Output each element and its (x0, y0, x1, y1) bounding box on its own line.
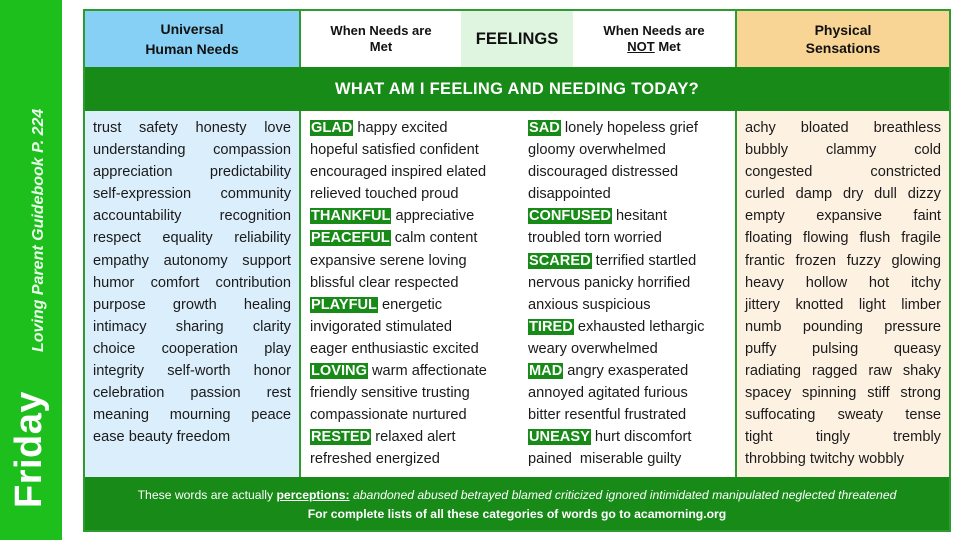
word: strong (900, 385, 941, 402)
word: dizzy (907, 186, 941, 203)
feeling-words: disappointed (528, 186, 611, 203)
word: rest (266, 385, 291, 402)
word: empathy (93, 252, 149, 269)
word: pressure (884, 318, 941, 335)
word: damp (795, 186, 833, 203)
feeling-line (310, 360, 511, 382)
word: suffocating (745, 407, 816, 424)
word: accountability (93, 208, 182, 225)
feeling-words: anxious suspicious (528, 296, 651, 313)
sensation-line (745, 360, 941, 382)
word: safety (138, 120, 178, 136)
word: celebration (93, 385, 165, 402)
feeling-line (528, 426, 727, 448)
footer-reference-line: For complete lists of all these categories of words go to acamorning.org (307, 507, 727, 521)
feeling-words: angry exasperated (563, 363, 689, 380)
sensation-line (745, 250, 941, 272)
feeling-words: troubled torn worried (528, 230, 662, 247)
word: breathless (873, 120, 941, 136)
word: dull (874, 186, 897, 203)
needs-column (85, 111, 301, 477)
word: support (242, 252, 291, 269)
word: spacey (745, 385, 792, 402)
word: stiff (867, 385, 890, 402)
feeling-words: annoyed agitated furious (528, 385, 688, 402)
feeling-line (528, 448, 727, 470)
word: flush (859, 230, 891, 247)
feeling-line (310, 294, 511, 316)
feeling-line (528, 205, 727, 227)
sensation-line (745, 272, 941, 294)
word: raw (868, 363, 892, 380)
feeling-words: hesitant (611, 208, 668, 225)
sensation-line (745, 205, 941, 227)
day-sidebar (0, 0, 62, 540)
word: flowing (803, 230, 849, 247)
sensation-line (745, 316, 941, 338)
feeling-words: energetic (377, 296, 443, 313)
sensation-line (745, 448, 941, 470)
word: trust (93, 120, 122, 136)
word: jittery (745, 296, 780, 313)
feeling-words: compassionate nurtured (310, 407, 467, 424)
book-reference: Loving Parent Guidebook P. 224 (30, 108, 47, 352)
word: honor (253, 363, 291, 380)
header-universal-needs (85, 11, 301, 67)
word: community (220, 186, 291, 203)
feeling-line (528, 250, 727, 272)
word: appreciation (93, 164, 173, 181)
word: self-expression (93, 186, 192, 203)
word: congested (745, 164, 813, 181)
word: passion (190, 385, 241, 402)
word: comfort (150, 274, 200, 291)
sensation-line (745, 294, 941, 316)
feeling-line (310, 404, 511, 426)
word: healing (243, 296, 291, 313)
feeling-words: gloomy overwhelmed (528, 142, 666, 159)
needs-line (93, 338, 291, 360)
feeling-category-tag: SCARED (529, 252, 591, 269)
word: reliability (234, 230, 291, 247)
word: puffy (745, 340, 777, 357)
word: trembly (893, 429, 941, 446)
header-needs-met (301, 11, 461, 67)
word: purpose (93, 296, 146, 313)
word: achy (745, 120, 776, 136)
banner-title: WHAT AM I FEELING AND NEEDING TODAY? (85, 67, 949, 111)
word: itchy (910, 274, 941, 291)
needs-line (93, 404, 291, 426)
word: hot (868, 274, 890, 291)
feeling-line (528, 139, 727, 161)
feeling-category-tag: TIRED (529, 318, 573, 335)
word: equality (162, 230, 213, 247)
feeling-words: eager enthusiastic excited (310, 340, 479, 357)
word: empty (745, 208, 785, 225)
feeling-words: pained miserable guilty (528, 451, 682, 468)
word: cold (914, 142, 941, 159)
word: integrity (93, 363, 145, 380)
word: understanding (93, 142, 186, 159)
header-met-line2: Met (369, 39, 393, 54)
feeling-line (310, 183, 511, 205)
word: mourning (169, 407, 231, 424)
word: fragile (901, 230, 941, 247)
word: honesty (195, 120, 247, 136)
header-needs-line1: Universal (160, 21, 224, 37)
feeling-line (528, 404, 727, 426)
feeling-line (528, 294, 727, 316)
needs-line (93, 205, 291, 227)
header-phys-line2: Sensations (805, 40, 881, 56)
word: love (264, 120, 291, 136)
feeling-line (310, 205, 511, 227)
word: glowing (891, 252, 941, 269)
feeling-words: relaxed alert (371, 429, 456, 446)
word: tense (905, 407, 941, 424)
feeling-line (528, 117, 727, 139)
header-phys-line1: Physical (814, 22, 872, 38)
word: curled (745, 186, 785, 203)
word: bubbly (745, 142, 789, 159)
needs-line (93, 294, 291, 316)
feeling-category-tag: PEACEFUL (311, 230, 390, 247)
feeling-words: lonely hopeless grief (560, 120, 698, 136)
feeling-category-tag: RESTED (311, 429, 371, 446)
word: contribution (215, 274, 291, 291)
word: ease beauty freedom (93, 429, 231, 446)
word: queasy (893, 340, 941, 357)
feeling-line (528, 161, 727, 183)
word: numb (745, 318, 782, 335)
feeling-line (310, 139, 511, 161)
word: growth (172, 296, 217, 313)
word: respect (93, 230, 141, 247)
sensation-line (745, 139, 941, 161)
feeling-line (310, 338, 511, 360)
word: meaning (93, 407, 149, 424)
sensation-line (745, 161, 941, 183)
feeling-category-tag: LOVING (311, 363, 367, 380)
feeling-words: calm content (390, 230, 478, 247)
feeling-line (528, 360, 727, 382)
feeling-words: bitter resentful frustrated (528, 407, 687, 424)
feeling-line (310, 382, 511, 404)
word: tight (745, 429, 773, 446)
word: intimacy (93, 318, 147, 335)
feeling-line (310, 250, 511, 272)
word: light (858, 296, 886, 313)
word: tingly (815, 429, 850, 446)
sensation-line (745, 426, 941, 448)
word: radiating (745, 363, 801, 380)
needs-line (93, 183, 291, 205)
feeling-words: hurt discomfort (590, 429, 692, 446)
word: expansive (816, 208, 882, 225)
feeling-category-tag: GLAD (311, 120, 353, 136)
word: compassion (213, 142, 291, 159)
word: sweaty (837, 407, 884, 424)
feelings-met-column (301, 111, 519, 477)
feeling-words: blissful clear respected (310, 274, 459, 291)
word: constricted (870, 164, 941, 181)
footer-note (85, 477, 949, 530)
feeling-line (310, 272, 511, 294)
feeling-words: appreciative (391, 208, 475, 225)
feeling-line (528, 382, 727, 404)
needs-line (93, 250, 291, 272)
feeling-words: invigorated stimulated (310, 318, 452, 335)
feeling-words: hopeful satisfied confident (310, 142, 479, 159)
header-met-line1: When Needs are (330, 23, 432, 38)
word: faint (913, 208, 941, 225)
word: dry (842, 186, 864, 203)
feeling-line (310, 227, 511, 249)
header-feelings: FEELINGS (461, 11, 573, 67)
needs-line (93, 117, 291, 139)
feelings-not-met-column (519, 111, 737, 477)
word: peace (251, 407, 291, 424)
word: limber (901, 296, 941, 313)
header-needs-line2: Human Needs (145, 41, 239, 57)
word: clarity (252, 318, 291, 335)
needs-line (93, 139, 291, 161)
needs-line (93, 382, 291, 404)
word: sharing (175, 318, 224, 335)
feeling-line (528, 272, 727, 294)
word: self-worth (167, 363, 231, 380)
feeling-words: discouraged distressed (528, 164, 679, 181)
word: pounding (802, 318, 863, 335)
feeling-category-tag: THANKFUL (311, 208, 391, 225)
word: ragged (811, 363, 858, 380)
feeling-line (310, 161, 511, 183)
feeling-line (310, 448, 511, 470)
sensation-line (745, 117, 941, 139)
feeling-words: weary overwhelmed (528, 340, 658, 357)
feeling-words: nervous panicky horrified (528, 274, 691, 291)
word: pulsing (812, 340, 859, 357)
word: play (264, 340, 291, 357)
perceptions-list: abandoned abused betrayed blamed criticized ignored intimidated manipulated neglected threatened (349, 488, 897, 502)
footer-perceptions-line (85, 486, 949, 505)
feeling-line (528, 316, 727, 338)
header-needs-not-met (573, 11, 737, 67)
needs-line (93, 426, 291, 448)
word: throbbing twitchy wobbly (745, 451, 904, 468)
header-notmet-line1: When Needs are (603, 23, 705, 38)
word: choice (93, 340, 136, 357)
day-label: Friday (8, 390, 50, 508)
word: predictability (209, 164, 291, 181)
physical-sensations-column (737, 111, 949, 477)
feeling-category-tag: PLAYFUL (311, 296, 377, 313)
word: cooperation (161, 340, 238, 357)
feeling-words: refreshed energized (310, 451, 440, 468)
perceptions-label: perceptions: (276, 488, 350, 502)
word: bloated (800, 120, 849, 136)
sensation-line (745, 404, 941, 426)
word: clammy (825, 142, 877, 159)
feeling-line (528, 338, 727, 360)
word: floating (745, 230, 793, 247)
word: autonomy (163, 252, 228, 269)
feeling-words: relieved touched proud (310, 186, 459, 203)
header-not-emphasis: NOT (627, 39, 655, 54)
sensation-line (745, 338, 941, 360)
feeling-line (310, 117, 511, 139)
footer-lead: These words are actually (137, 488, 277, 502)
needs-line (93, 227, 291, 249)
feeling-category-tag: SAD (529, 120, 560, 136)
word: recognition (219, 208, 291, 225)
word: fuzzy (846, 252, 881, 269)
sensation-line (745, 382, 941, 404)
word: knotted (795, 296, 844, 313)
needs-line (93, 161, 291, 183)
header-physical-sensations (737, 11, 949, 67)
word: shaky (902, 363, 941, 380)
feeling-line (528, 183, 727, 205)
needs-line (93, 272, 291, 294)
feeling-line (310, 316, 511, 338)
feeling-words: encouraged inspired elated (310, 164, 487, 181)
word: frantic (745, 252, 785, 269)
feeling-words: exhausted lethargic (573, 318, 705, 335)
feeling-line (310, 426, 511, 448)
feeling-words: friendly sensitive trusting (310, 385, 470, 402)
feeling-category-tag: CONFUSED (529, 208, 611, 225)
feeling-words: happy excited (353, 120, 448, 136)
word: frozen (795, 252, 837, 269)
needs-line (93, 316, 291, 338)
word: spinning (802, 385, 857, 402)
feeling-category-tag: MAD (529, 363, 563, 380)
needs-line (93, 360, 291, 382)
feeling-category-tag: UNEASY (529, 429, 590, 446)
feeling-words: terrified startled (591, 252, 697, 269)
sensation-line (745, 227, 941, 249)
word: hollow (805, 274, 848, 291)
header-notmet-met: Met (654, 39, 681, 54)
feelings-needs-table (83, 9, 951, 532)
word: heavy (745, 274, 784, 291)
sensation-line (745, 183, 941, 205)
feeling-line (528, 227, 727, 249)
word: humor (93, 274, 135, 291)
feeling-words: expansive serene loving (310, 252, 467, 269)
feeling-words: warm affectionate (367, 363, 487, 380)
